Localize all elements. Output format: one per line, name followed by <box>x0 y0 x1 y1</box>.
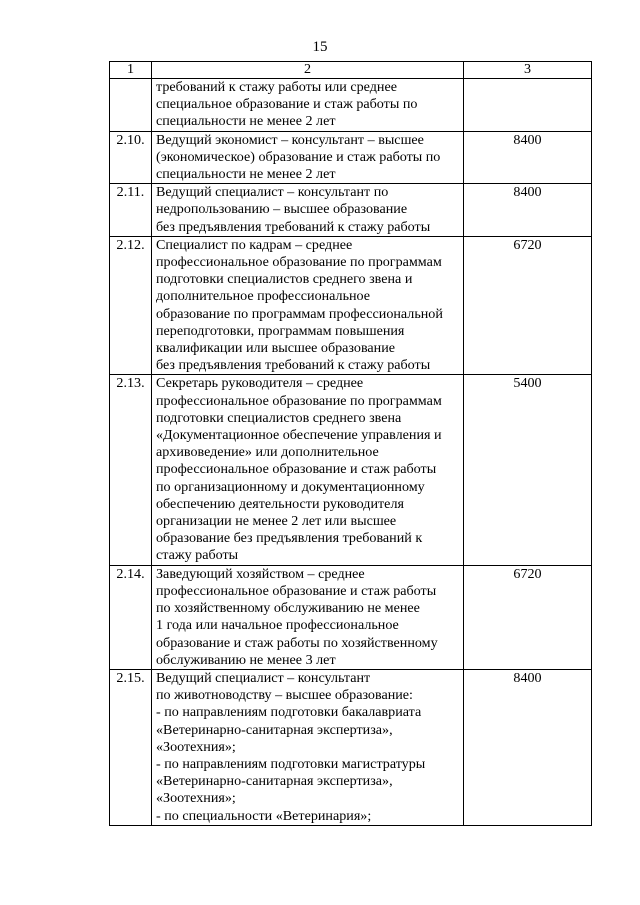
description-line: без предъявления требований к стажу работы <box>156 357 431 374</box>
row-number: 2.13. <box>110 375 152 565</box>
row-value: 6720 <box>464 236 592 375</box>
table-row <box>110 131 592 184</box>
staff-table <box>109 61 592 826</box>
description-line: образование без предъявления требований к <box>156 530 423 547</box>
description-line: по животноводству – высшее образование: <box>156 687 413 704</box>
row-value: 8400 <box>464 669 592 825</box>
row-value <box>464 79 592 132</box>
row-description <box>152 131 464 184</box>
description-line: требований к стажу работы или среднее <box>156 79 397 95</box>
description-line: образование по программам профессиональной <box>156 305 443 322</box>
table-row <box>110 565 592 669</box>
description-line: «Ветеринарно-санитарная экспертиза», <box>156 721 393 738</box>
table-row <box>110 184 592 237</box>
row-description <box>152 375 464 565</box>
description-line: профессиональное образование по программам <box>156 392 442 409</box>
description-line: недропользованию – высшее образование <box>156 201 408 218</box>
description-line: архивоведение» или дополнительное <box>156 444 379 461</box>
row-number: 2.14. <box>110 565 152 669</box>
description-line: профессиональное образование и стаж работы <box>156 582 437 599</box>
description-line: Ведущий специалист – консультант <box>156 669 371 686</box>
description-line: Ведущий специалист – консультант по <box>156 184 389 201</box>
description-line: - по направлениям подготовки бакалавриата <box>156 704 422 721</box>
table-row <box>110 669 592 825</box>
description-line: Специалист по кадрам – среднее <box>156 236 353 253</box>
description-line: специальное образование и стаж работы по <box>156 96 418 113</box>
description-line: без предъявления требований к стажу работы <box>156 218 431 235</box>
description-line: обслуживанию не менее 3 лет <box>156 651 336 668</box>
row-value: 5400 <box>464 375 592 565</box>
row-number: 2.11. <box>110 184 152 237</box>
row-number: 2.12. <box>110 236 152 375</box>
page-number: 15 <box>312 39 328 55</box>
description-line: по организационному и документационному <box>156 478 425 495</box>
row-value: 8400 <box>464 131 592 184</box>
header-col-1: 1 <box>110 62 152 79</box>
table-row <box>110 236 592 375</box>
description-line: подготовки специалистов среднего звена и <box>156 271 413 288</box>
description-line: «Зоотехния»; <box>156 738 236 755</box>
header-col-2: 2 <box>152 62 464 79</box>
description-line: стажу работы <box>156 547 239 564</box>
row-number: 2.15. <box>110 669 152 825</box>
row-number: 2.10. <box>110 131 152 184</box>
row-value: 8400 <box>464 184 592 237</box>
description-line: «Документационное обеспечение управления и <box>156 427 442 444</box>
description-line: специальности не менее 2 лет <box>156 166 336 183</box>
row-number <box>110 79 152 132</box>
description-line: специальности не менее 2 лет <box>156 113 336 130</box>
row-description <box>152 79 464 132</box>
description-line: организации не менее 2 лет или высшее <box>156 513 397 530</box>
table-header-row <box>110 62 592 79</box>
description-line: дополнительное профессиональное <box>156 288 371 305</box>
description-line: «Зоотехния»; <box>156 790 236 807</box>
row-description <box>152 565 464 669</box>
description-line: переподготовки, программам повышения <box>156 322 405 339</box>
header-col-3: 3 <box>464 62 592 79</box>
description-line: образование и стаж работы по хозяйственному <box>156 634 438 651</box>
description-line: Ведущий экономист – консультант – высшее <box>156 131 424 148</box>
table-body <box>110 62 592 826</box>
description-line: профессиональное образование и стаж работы <box>156 461 437 478</box>
description-line: 1 года или начальное профессиональное <box>156 617 399 634</box>
description-line: Заведующий хозяйством – среднее <box>156 565 365 582</box>
description-line: подготовки специалистов среднего звена <box>156 409 402 426</box>
description-line: квалификации или высшее образование <box>156 340 396 357</box>
description-line: профессиональное образование по программам <box>156 254 442 271</box>
description-line: (экономическое) образование и стаж работы по <box>156 148 441 165</box>
table-row <box>110 79 592 132</box>
description-line: Секретарь руководителя – среднее <box>156 375 364 392</box>
row-description <box>152 669 464 825</box>
row-value: 6720 <box>464 565 592 669</box>
row-description <box>152 184 464 237</box>
description-line: - по специальности «Ветеринария»; <box>156 807 372 824</box>
description-line: по хозяйственному обслуживанию не менее <box>156 600 420 617</box>
row-description <box>152 236 464 375</box>
description-line: - по направлениям подготовки магистратуры <box>156 755 426 772</box>
description-line: обеспечению деятельности руководителя <box>156 495 404 512</box>
table-row <box>110 375 592 565</box>
description-line: «Ветеринарно-санитарная экспертиза», <box>156 773 393 790</box>
